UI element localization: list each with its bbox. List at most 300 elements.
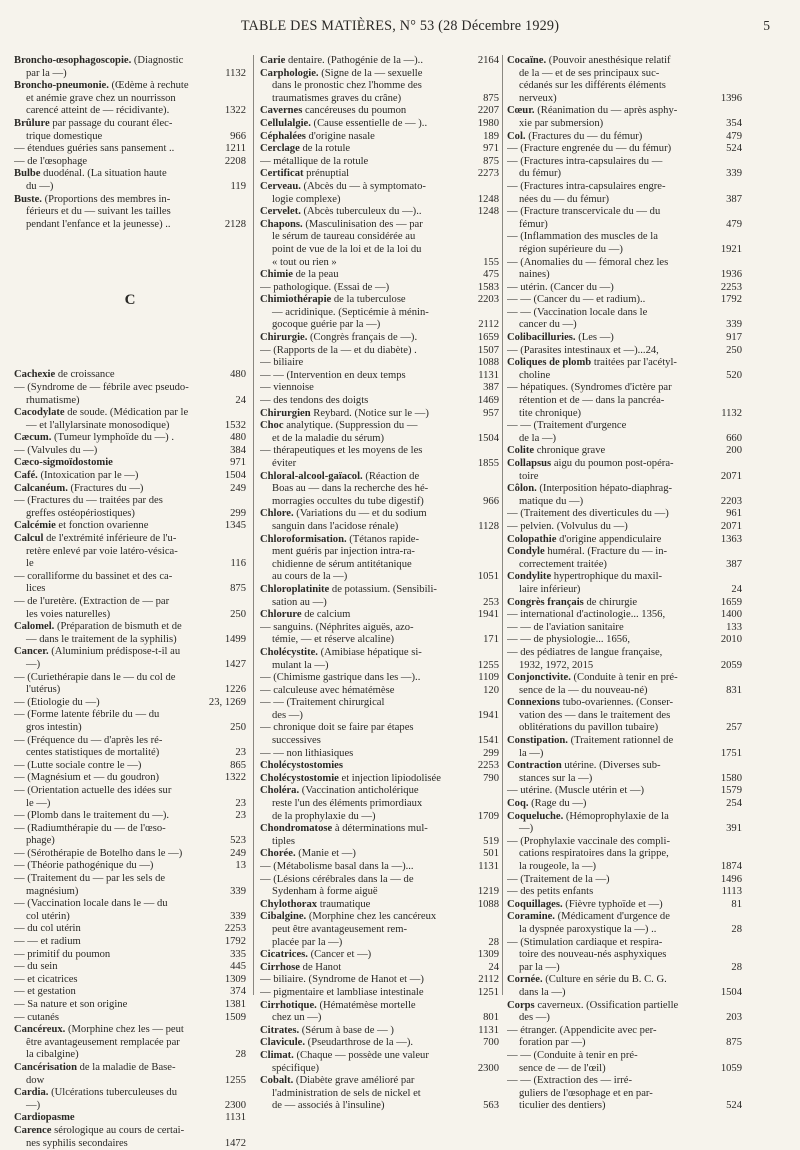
entry-text: — cutanés [14,1011,60,1023]
index-entry-line [14,382,246,395]
entry-term: Certificat [260,168,304,180]
index-entry-line [260,118,499,131]
entry-text: et de la maladie du sérum) [272,432,385,444]
page-reference: 1322 [222,105,246,118]
entry-term: Carence [14,1124,52,1136]
entry-text: du fémur) [519,168,562,180]
page-reference: 391 [723,823,742,836]
entry-text: traumatique [317,898,371,910]
index-entry-line [260,357,499,370]
entry-text: — (Orientation actuelle des idées sur [14,784,172,796]
entry-text: — — (Conduite à tenir en pré- [507,1049,638,1061]
page-reference: 524 [723,143,742,156]
page-reference: 1472 [222,1138,246,1150]
entry-text: col utérin) [26,910,70,922]
index-entry-line [507,1037,742,1050]
index-entry-line [260,672,499,685]
index-entry-line [260,231,499,244]
index-entry-line [14,898,246,911]
entry-text: — (Inflammation des muscles de la [507,231,658,243]
entry-text: fémur) [519,218,548,230]
index-entry-line [14,181,246,194]
index-entry-line [260,974,499,987]
index-entry-line [507,231,742,244]
entry-term: Carie [260,55,286,66]
page-reference: 116 [228,558,247,571]
entry-text: — biliaire [260,357,304,369]
entry-text: (Pseudarthrose de la —). [305,1037,413,1049]
entry-text: d'origine appendiculaire [556,533,662,545]
entry-text: — coralliforme du bassinet et des ca- [14,570,173,582]
index-entry-line [260,156,499,169]
entry-term: Chloroformisation. [260,533,347,545]
page-reference: 13 [232,860,246,873]
index-entry-line [507,508,742,521]
page-reference: 23 [232,747,246,760]
entry-text: (Morphine chez les cancéreux [306,911,437,923]
index-entry-line [260,105,499,118]
index-entry-line [14,886,246,899]
entry-text: — (Fractures intra-capsulaires engre- [507,180,666,192]
page-reference: 1659 [475,332,499,345]
page-reference: 1504 [475,433,499,446]
entry-text: (Médicament d'urgence de [554,911,670,923]
entry-term: Cardiopasme [14,1112,75,1124]
index-entry-line [14,873,246,886]
index-entry-line [260,546,499,559]
entry-text: rhumatisme) [26,394,80,406]
entry-term: Chirurgien [260,407,311,419]
entry-text: peut être avantageusement rem- [272,923,408,935]
entry-text: par passage du courant élec- [49,117,173,129]
entry-text: matique du —) [519,495,584,507]
index-entry-line [260,987,499,1000]
index-entry-line [260,962,499,975]
page-reference: 387 [723,559,742,572]
index-entry-line [507,899,742,912]
entry-text: (Sérum à base de — ) [299,1024,394,1036]
entry-text: (Diagnostic [131,55,184,66]
entry-text: ticulier des dentiers) [519,1100,606,1112]
entry-text: dans la —) [519,986,566,998]
page-reference: 519 [480,836,499,849]
entry-text: (Manie et —) [295,848,356,860]
index-entry-line [507,710,742,723]
page-number: 5 [763,18,770,33]
entry-term: Cancer. [14,646,49,658]
entry-text: — — et radium [14,936,81,948]
entry-text: (Abcès du — à symptomato- [300,180,426,192]
entry-text: guliers de l'œsophage et en par- [519,1087,653,1099]
index-entry-line [14,206,246,219]
index-entry-line [507,937,742,950]
index-entry-line [14,1075,246,1088]
index-column-right [507,55,742,1112]
entry-term: Cirrhose [260,961,301,973]
index-entry-line [507,370,742,383]
index-entry-line [260,848,499,861]
index-entry-line [14,646,246,659]
page-reference: 1509 [222,1012,246,1025]
entry-term: Buste. [14,193,42,205]
page-reference: 1309 [222,974,246,987]
entry-term: Citrates. [260,1024,300,1036]
entry-text: —) [26,1099,41,1111]
entry-text: de la peau [292,269,339,281]
entry-text: de la — et de ses principaux suc- [519,67,660,79]
page-reference: 875 [227,583,246,596]
entry-text: 1932, 1972, 2015 [519,659,594,671]
index-entry-line [507,483,742,496]
index-entry-line [260,571,499,584]
index-entry-line [14,823,246,836]
entry-term: Cancérisation [14,1061,77,1073]
page-header [0,18,800,38]
index-entry-line [14,457,246,470]
page-reference: 1921 [718,244,742,257]
entry-text: naines) [519,269,550,281]
page-reference: 2203 [475,294,499,307]
entry-text: cédanés sur les différents éléments [519,80,666,92]
index-entry-line [14,810,246,823]
entry-text: sence de — de l'œil) [519,1062,606,1074]
index-entry-line [507,194,742,207]
page-reference: 475 [480,269,499,282]
entry-text: huméral. (Fracture du — in- [544,546,668,558]
entry-term: Colite [507,445,535,457]
index-entry-line [14,709,246,722]
page-reference: 24 [232,395,246,408]
index-entry-line [507,773,742,786]
column-divider [253,55,254,995]
index-entry-line [507,785,742,798]
index-entry-line [260,874,499,887]
index-entry-line [507,345,742,358]
entry-term: Chapons. [260,218,303,230]
page-reference: 2112 [475,319,499,332]
index-entry-line [507,685,742,698]
entry-text: le —) [26,797,51,809]
index-entry-line [260,420,499,433]
entry-text: « tout ou rien » [272,256,337,268]
entry-text: — (Parasites intestinaux et —)...24, [507,344,659,356]
index-entry-line [507,68,742,81]
page-reference: 961 [723,508,742,521]
entry-text: choline [519,369,551,381]
index-entry-line [507,1050,742,1063]
page-reference: 254 [723,798,742,811]
page-reference: 1583 [475,282,499,295]
entry-text: toire [519,470,539,482]
page-reference: 1507 [475,345,499,358]
index-entry-line [260,634,499,647]
page-reference: 875 [723,1037,742,1050]
index-entry-line [507,571,742,584]
index-entry-line [14,697,246,710]
entry-term: Calcémie [14,520,56,532]
index-entry-line [14,533,246,546]
index-entry-line [260,710,499,723]
page-reference: 1219 [475,886,499,899]
index-entry-line [14,634,246,647]
index-entry-line [14,684,246,697]
entry-term: Coliques de plomb [507,357,592,369]
page-reference: 1381 [222,999,246,1012]
entry-text: dentaire. (Pathogénie de la —).. [285,55,423,66]
entry-text: de la rotule [299,143,351,155]
entry-term: Chlorure [260,609,302,621]
entry-text: (Traitement rationnel de [567,735,674,747]
entry-text: (Fractures du — du fémur) [525,130,643,142]
index-entry-line [260,521,499,534]
index-entry-line [507,244,742,257]
entry-text: par la —) [26,67,67,79]
page-reference: 28 [728,962,742,975]
index-entry-line [260,1100,499,1113]
entry-text: le sérum de taureau considérée au [272,231,416,243]
entry-text: —) [26,658,41,670]
index-entry-line [260,181,499,194]
entry-text: gros intestin) [26,721,82,733]
page-reference: 1499 [222,634,246,647]
entry-term: Chylothorax [260,898,318,910]
index-entry-line [507,874,742,887]
entry-text: — (Fractures du — traitées par des [14,495,163,507]
page-reference: 189 [480,131,499,144]
index-entry-line [14,105,246,118]
index-entry-line [14,168,246,181]
entry-text: (Aluminium prédispose-t-il au [48,646,181,658]
entry-term: Choléra. [260,785,300,797]
page-reference: 257 [723,722,742,735]
page-reference: 524 [723,1100,742,1113]
page-reference: 1131 [475,370,499,383]
entry-text: — chronique doit se faire par étapes [260,722,414,734]
index-entry-line [260,408,499,421]
index-entry-line [14,546,246,559]
entry-term: Constipation. [507,735,568,747]
index-entry-line [507,798,742,811]
index-entry-line [507,382,742,395]
page-reference: 1309 [475,949,499,962]
entry-text: (Intoxication par le —) [37,470,139,482]
entry-text: greffes ostéopériostiques) [26,507,135,519]
page-reference: 445 [227,961,246,974]
entry-term: Cornée. [507,974,543,986]
entry-text: cations respiratoires dans la grippe, [519,848,669,860]
index-entry-line [14,735,246,748]
index-entry-line [507,1088,742,1101]
page-reference: 339 [227,911,246,924]
entry-term: Chloral-alcool-gaïacol. [260,470,363,482]
index-entry-line [260,886,499,899]
entry-text: — des tendons des doigts [260,395,369,407]
page-reference: 1211 [222,143,246,156]
index-entry-line [260,924,499,937]
page-reference: 1088 [475,899,499,912]
entry-text: — (Fractures intra-capsulaires du — [507,155,663,167]
entry-text: — utérine. (Muscle utérin et —) [507,785,645,797]
index-entry-line [507,546,742,559]
page-reference: 1059 [718,1063,742,1076]
entry-text: de la —) [519,432,557,444]
page-reference: 523 [227,835,246,848]
index-entry-line [260,1012,499,1025]
index-entry-line [507,521,742,534]
entry-text: (Amibiase hépatique si- [317,646,422,658]
index-entry-line [14,583,246,596]
page-reference: 1659 [718,597,742,610]
entry-text: la —) [519,747,544,759]
page-reference: 200 [723,445,742,458]
entry-text: le [26,558,34,570]
entry-text: phage) [26,835,55,847]
page-reference: 1396 [718,93,742,106]
entry-text: centes statistiques de mortalité) [26,747,160,759]
entry-text: xie par submersion) [519,117,604,129]
index-entry-line [14,445,246,458]
entry-text: — calculeuse avec hématémèse [260,684,395,696]
entry-text: prénuptial [303,168,350,180]
index-entry-line [507,1075,742,1088]
index-entry-line [14,609,246,622]
entry-text: chidienne de sérum antitétanique [272,558,412,570]
entry-text: — primitif du poumon [14,948,111,960]
entry-term: Calomel. [14,621,55,633]
entry-text: dow [26,1074,45,1086]
index-entry-line [260,609,499,622]
entry-text: (Vaccination anticholérique [299,785,419,797]
entry-text: et injection lipiodolisée [338,772,441,784]
page-reference: 339 [723,168,742,181]
index-entry-line [507,105,742,118]
entry-text: — du sein [14,961,58,973]
index-entry-line [507,634,742,647]
page-reference: 875 [480,93,499,106]
entry-text: — (Traitement des diverticules du —) [507,508,669,520]
entry-text: — — (Vaccination locale dans le [507,306,648,318]
index-entry-line [260,68,499,81]
index-entry-line [14,911,246,924]
page-reference: 1113 [719,886,742,899]
index-entry-line [507,156,742,169]
index-entry-line [507,357,742,370]
index-entry-line [14,1125,246,1138]
entry-text: sérologique au cours de certai- [51,1124,185,1136]
entry-text: (Hémoprophylaxie de la [563,810,669,822]
page-reference: 1255 [475,660,499,673]
entry-text: — (Stimulation cardiaque et respira- [507,936,663,948]
entry-text: oblitérations du pavillon tubaire) [519,722,659,734]
entry-text: correctement traitée) [519,558,607,570]
index-entry-line [14,143,246,156]
entry-text: de croissance [55,369,115,381]
page-reference: 1496 [718,874,742,887]
entry-text: nerveux) [519,92,557,104]
index-entry-line [507,861,742,874]
entry-term: Choc [260,420,284,432]
page-reference: 1109 [475,672,499,685]
entry-text: — des pédiatres de langue française, [507,646,663,658]
index-entry-line [260,219,499,232]
page-reference: 384 [227,445,246,458]
page-reference: 1580 [718,773,742,786]
page-reference: 203 [723,1012,742,1025]
page-reference: 24 [485,962,499,975]
index-entry-line [260,370,499,383]
index-entry-line [260,785,499,798]
page-reference: 501 [480,848,499,861]
entry-text: lices [26,583,46,595]
entry-text: tite chronique) [519,407,582,419]
page-reference: 1248 [475,206,499,219]
index-entry-line [507,1012,742,1025]
entry-term: Cardia. [14,1087,49,1099]
entry-text: vation des — dans le traitement des [519,709,671,721]
index-entry-line [260,1025,499,1038]
index-entry-line [14,571,246,584]
index-entry-line [14,93,246,106]
entry-term: Chlore. [260,508,294,520]
index-entry-line [260,282,499,295]
entry-text: les voies naturelles) [26,608,111,620]
entry-text: hypertrophique du maxil- [551,571,663,583]
entry-text: du —) [26,180,54,192]
index-entry-line [507,420,742,433]
entry-text: — thérapeutiques et les moyens de les [260,445,423,457]
entry-text: carencé atteint de — récidivante). [26,105,170,117]
index-entry-line [14,785,246,798]
index-entry-line [260,1037,499,1050]
entry-text: Sydenham à forme aiguë [272,886,378,898]
entry-text: la dyspnée paroxystique la —) .. [519,923,657,935]
index-entry-line [507,811,742,824]
entry-term: Cellulalgie. [260,117,311,129]
entry-text: rétention et de — dans la pancréa- [519,395,665,407]
entry-term: Brûlure [14,117,50,129]
page-reference: 250 [227,722,246,735]
index-entry-line [507,697,742,710]
entry-text: — (Fracture engrenée du — du fémur) [507,143,672,155]
entry-text: au cours de la —) [272,571,348,583]
entry-text: nes syphilis secondaires [26,1137,128,1149]
entry-text: — hépatiques. (Syndromes d'ictère par [507,382,672,394]
entry-text: logie complexe) [272,193,341,205]
entry-text: — (Fréquence du — d'après les ré- [14,734,163,746]
entry-text: — (Valvules du —) [14,444,98,456]
page-reference: 801 [480,1012,499,1025]
page-reference: 1941 [475,710,499,723]
page-reference: 2071 [718,521,742,534]
page-reference: 1322 [222,772,246,785]
index-entry-line [507,1063,742,1076]
index-entry-line [507,597,742,610]
index-entry-line [14,1024,246,1037]
index-entry-line [260,697,499,710]
index-column-middle [260,55,499,1112]
running-title: TABLE DES MATIÈRES, N° 53 (28 Décembre 1929) [240,18,560,34]
entry-text: chez un —) [272,1012,322,1024]
page-reference: 1400 [718,609,742,622]
entry-text: (Fractures du —) [67,482,144,494]
page-reference: 520 [723,370,742,383]
index-entry-line [507,584,742,597]
entry-term: Corps [507,999,535,1011]
index-entry-line [507,848,742,861]
index-entry-line [507,622,742,635]
index-entry-line [260,319,499,332]
entry-term: Cavernes [260,105,303,117]
